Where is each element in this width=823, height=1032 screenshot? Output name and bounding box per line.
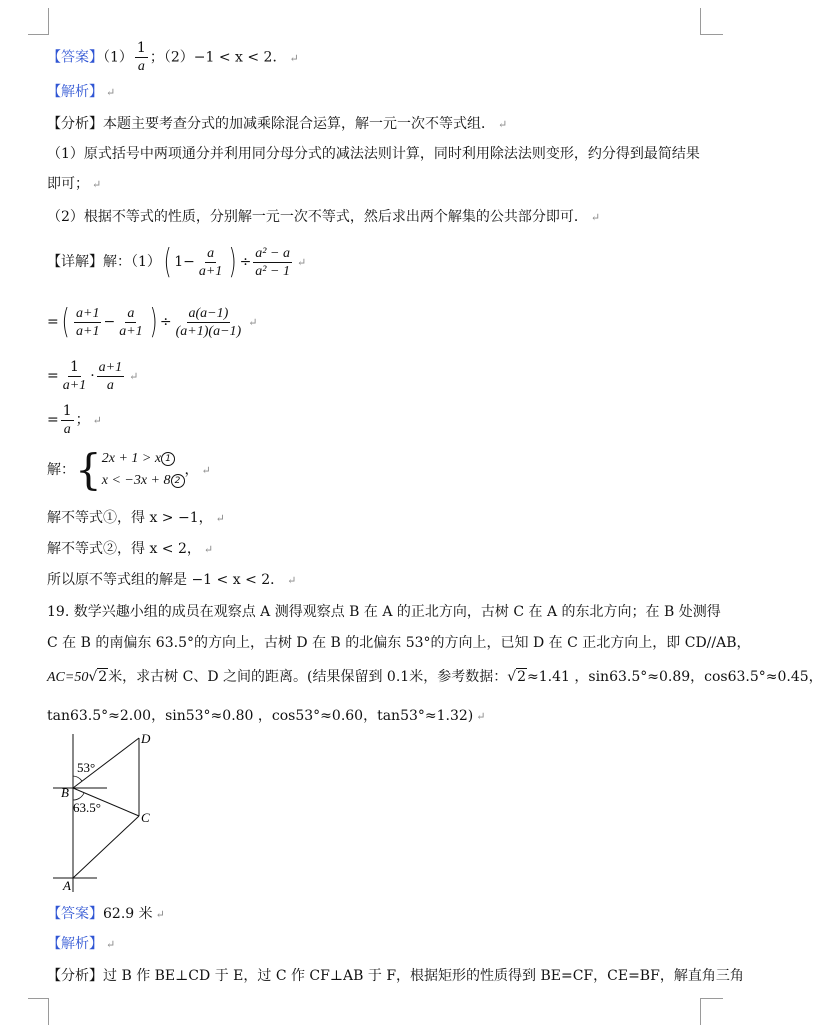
corner-mark-bottom-left: [28, 998, 49, 1025]
answer-inequality: −1 < x < 2．: [193, 49, 287, 66]
analysis-header: 【解析】 ↵: [47, 84, 116, 100]
paragraph-mark: ↵: [289, 51, 299, 65]
detail-step-3: = $\frac{1}{a+1}$ · $\frac{a+1}{a}$ ↵: [47, 358, 139, 393]
label-c: C: [141, 810, 150, 825]
analysis-header-2: 【解析】 ↵: [47, 936, 116, 952]
solve-line-3: 所以原不等式组的解是 −1 < x < 2． ↵: [47, 572, 297, 588]
answer-line-1: 【答案】（1） $\frac{1}{a}$ ；（2）−1 < x < 2． ↵: [47, 40, 299, 74]
circled-2: 2: [171, 474, 185, 488]
analysis-tag: 【分析】: [47, 116, 103, 132]
detail-tag: 【详解】: [47, 254, 103, 270]
solve-line-2: 解不等式②，得 x < 2， ↵: [47, 541, 214, 557]
question-19-line-4: tan63.5°≈2.00，sin53°≈0.80 ，cos53°≈0.60，tan53°≈1.32) ↵: [47, 708, 486, 724]
answer-line-2: 【答案】62.9 米 ↵: [47, 906, 165, 922]
solve-line-1: 解不等式①，得 x > −1， ↵: [47, 510, 225, 526]
analysis-text-3: （2）根据不等式的性质，分别解一元一次不等式，然后求出两个解集的公共部分即可． ↵: [47, 209, 601, 225]
inequality-system: 解：{ 2x + 1 > x 1 x < −3x + 8 2 ， ↵: [47, 445, 211, 494]
analysis-text-1: （1）原式括号中两项通分并利用同分母分式的减法法则计算，同时利用除法法则变形，约分得到最简结果: [47, 146, 700, 162]
angle-arc-53: [73, 776, 82, 781]
label-a: A: [63, 878, 71, 893]
label-d: D: [141, 731, 151, 746]
corner-mark-top-left: [28, 8, 49, 35]
detail-step-4: = $\frac{1}{a}$ ； ↵: [47, 402, 102, 437]
sqrt-symbol: √2: [88, 669, 108, 685]
corner-mark-bottom-right: [700, 998, 723, 1025]
analysis-line-2: 【分析】过 B 作 BE⊥CD 于 E，过 C 作 CF⊥AB 于 F，根据矩形的性质得到 BE=CF，CE=BF，解直角三角: [47, 968, 744, 984]
circled-1: 1: [161, 452, 175, 466]
angle-arc-63: [73, 793, 84, 800]
question-19-line-3: AC=50√2米，求古树 C、D 之间的距离。(结果保留到 0.1米，参考数据：√2≈1.41 ，sin63.5°≈0.89，cos63.5°≈0.45，: [47, 669, 823, 685]
analysis-line: 【分析】本题主要考查分式的加减乘除混合运算，解一元一次不等式组． ↵: [47, 116, 508, 132]
label-angle-53: 53°: [77, 760, 96, 775]
label-angle-63: 63.5°: [73, 800, 101, 815]
detail-step-1: 【详解】解：（1）( 1− $\frac{a}{a+1}$ ) ÷ $\frac{\text{a² − a}}{\text{a² − 1}}$ ↵: [47, 242, 307, 282]
label-b: B: [61, 785, 69, 800]
corner-mark-top-right: [700, 8, 723, 35]
geometry-figure: [45, 730, 165, 892]
analysis-text-2: 即可； ↵: [47, 176, 102, 192]
detail-step-2: =( $\frac{a+1}{a+1}$ − $\frac{a}{a+1}$ ) ÷ $\frac{a(a-1)}{(a+1)(a-1)}$ ↵: [47, 302, 258, 342]
segment-ac: [73, 816, 139, 878]
question-19-line-2: C 在 B 的南偏东 63.5°的方向上，古树 D 在 B 的北偏东 53°的方向上，已知 D 在 C 正北方向上，即 CD//AB，: [47, 635, 751, 651]
answer-tag: 【答案】: [47, 49, 103, 66]
question-19-line-1: 19. 数学兴趣小组的成员在观察点 A 测得观察点 B 在 A 的正北方向，古树 C 在 A 的东北方向；在 B 处测得: [47, 604, 721, 620]
fraction-1-over-a: $\frac{1}{a}$: [136, 40, 146, 74]
